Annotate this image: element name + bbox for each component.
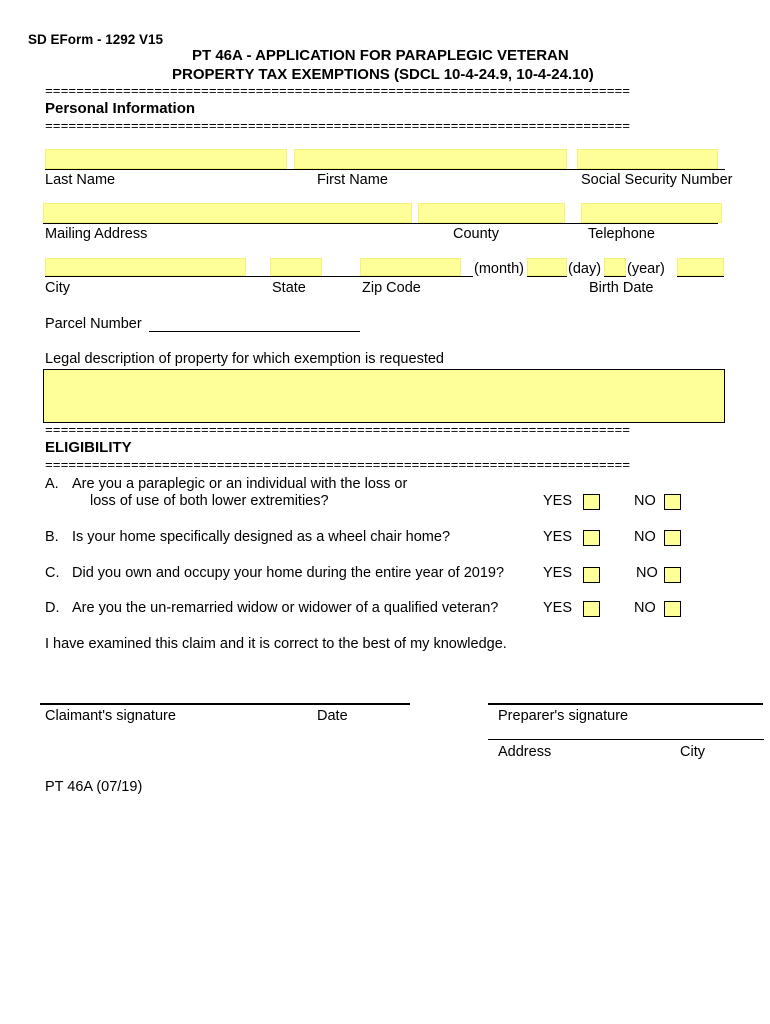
- question-c-yes-checkbox[interactable]: [583, 567, 600, 583]
- no-label: NO: [636, 565, 658, 581]
- question-a-letter: A.: [45, 476, 59, 492]
- ssn-field[interactable]: [577, 149, 718, 169]
- separator-rule: ===========================================================================: [45, 424, 631, 437]
- no-label: NO: [634, 529, 656, 545]
- date-label: Date: [317, 708, 348, 724]
- zip-code-field[interactable]: [360, 258, 461, 276]
- mailing-address-label: Mailing Address: [45, 226, 148, 242]
- question-b-yes-checkbox[interactable]: [583, 530, 600, 546]
- year-label: (year): [627, 261, 665, 277]
- question-a-text-line2: loss of use of both lower extremities?: [90, 493, 329, 509]
- first-name-label: First Name: [317, 172, 388, 188]
- legal-description-label: Legal description of property for which exemption is requested: [45, 351, 444, 367]
- separator-rule: ===========================================================================: [45, 85, 631, 98]
- question-b-text: Is your home specifically designed as a wheel chair home?: [72, 529, 451, 545]
- question-b-no-checkbox[interactable]: [664, 530, 681, 546]
- question-c-no-checkbox[interactable]: [664, 567, 681, 583]
- question-d-no-checkbox[interactable]: [664, 601, 681, 617]
- state-label: State: [272, 280, 306, 296]
- field-underline: [45, 169, 725, 170]
- zip-code-label: Zip Code: [362, 280, 421, 296]
- ssn-label: Social Security Number: [581, 172, 733, 188]
- city-label: City: [45, 280, 70, 296]
- parcel-number-field[interactable]: [149, 331, 360, 332]
- question-a-text: Are you a paraplegic or an individual with the loss or: [72, 476, 408, 492]
- certification-statement: I have examined this claim and it is correct to the best of my knowledge.: [45, 636, 507, 652]
- preparer-address-label: Address: [498, 744, 552, 760]
- form-id: SD EForm - 1292 V15: [28, 32, 164, 47]
- last-name-field[interactable]: [45, 149, 287, 169]
- question-d-yes-checkbox[interactable]: [583, 601, 600, 617]
- preparer-address-line[interactable]: [488, 739, 666, 740]
- separator-rule: ===========================================================================: [45, 459, 631, 472]
- yes-label: YES: [543, 529, 573, 545]
- eligibility-heading: ELIGIBILITY: [45, 439, 132, 456]
- field-underline: [677, 276, 724, 277]
- form-number: PT 46A (07/19): [45, 779, 143, 795]
- telephone-field[interactable]: [581, 203, 722, 223]
- question-d-text: Are you the un-remarried widow or widower of a qualified veteran?: [72, 600, 499, 616]
- field-underline: [43, 223, 718, 224]
- first-name-field[interactable]: [294, 149, 567, 169]
- preparer-signature-label: Preparer's signature: [498, 708, 629, 724]
- personal-information-heading: Personal Information: [45, 100, 196, 117]
- preparer-city-line[interactable]: [666, 739, 764, 740]
- last-name-label: Last Name: [45, 172, 116, 188]
- question-c-text: Did you own and occupy your home during the entire year of 2019?: [72, 565, 505, 581]
- field-underline: [604, 276, 626, 277]
- telephone-label: Telephone: [588, 226, 655, 242]
- state-field[interactable]: [270, 258, 322, 276]
- separator-rule: ===========================================================================: [45, 120, 631, 133]
- birth-extra-field[interactable]: [677, 258, 724, 276]
- county-label: County: [453, 226, 499, 242]
- birth-year-field[interactable]: [604, 258, 626, 276]
- parcel-number-label: Parcel Number: [45, 316, 142, 332]
- city-field[interactable]: [45, 258, 246, 276]
- question-b-letter: B.: [45, 529, 59, 545]
- no-label: NO: [634, 600, 656, 616]
- field-underline: [45, 276, 473, 277]
- field-underline: [527, 276, 567, 277]
- yes-label: YES: [543, 600, 573, 616]
- preparer-signature-line[interactable]: [488, 703, 763, 705]
- preparer-city-label: City: [680, 744, 705, 760]
- no-label: NO: [634, 493, 656, 509]
- question-c-letter: C.: [45, 565, 60, 581]
- yes-label: YES: [543, 565, 573, 581]
- yes-label: YES: [543, 493, 573, 509]
- birth-date-label: Birth Date: [589, 280, 654, 296]
- question-a-no-checkbox[interactable]: [664, 494, 681, 510]
- form-title-line2: PROPERTY TAX EXEMPTIONS (SDCL 10-4-24.9, 10-4-24.10): [172, 66, 594, 83]
- mailing-address-field[interactable]: [43, 203, 412, 223]
- form-title-line1: PT 46A - APPLICATION FOR PARAPLEGIC VETERAN: [192, 47, 569, 64]
- day-label: (day): [568, 261, 602, 277]
- birth-day-field[interactable]: [527, 258, 567, 276]
- month-label: (month): [474, 261, 524, 277]
- question-a-yes-checkbox[interactable]: [583, 494, 600, 510]
- claimant-signature-label: Claimant's signature: [45, 708, 176, 724]
- claimant-signature-line[interactable]: [40, 703, 410, 705]
- legal-description-field[interactable]: [43, 369, 725, 423]
- county-field[interactable]: [418, 203, 565, 223]
- question-d-letter: D.: [45, 600, 60, 616]
